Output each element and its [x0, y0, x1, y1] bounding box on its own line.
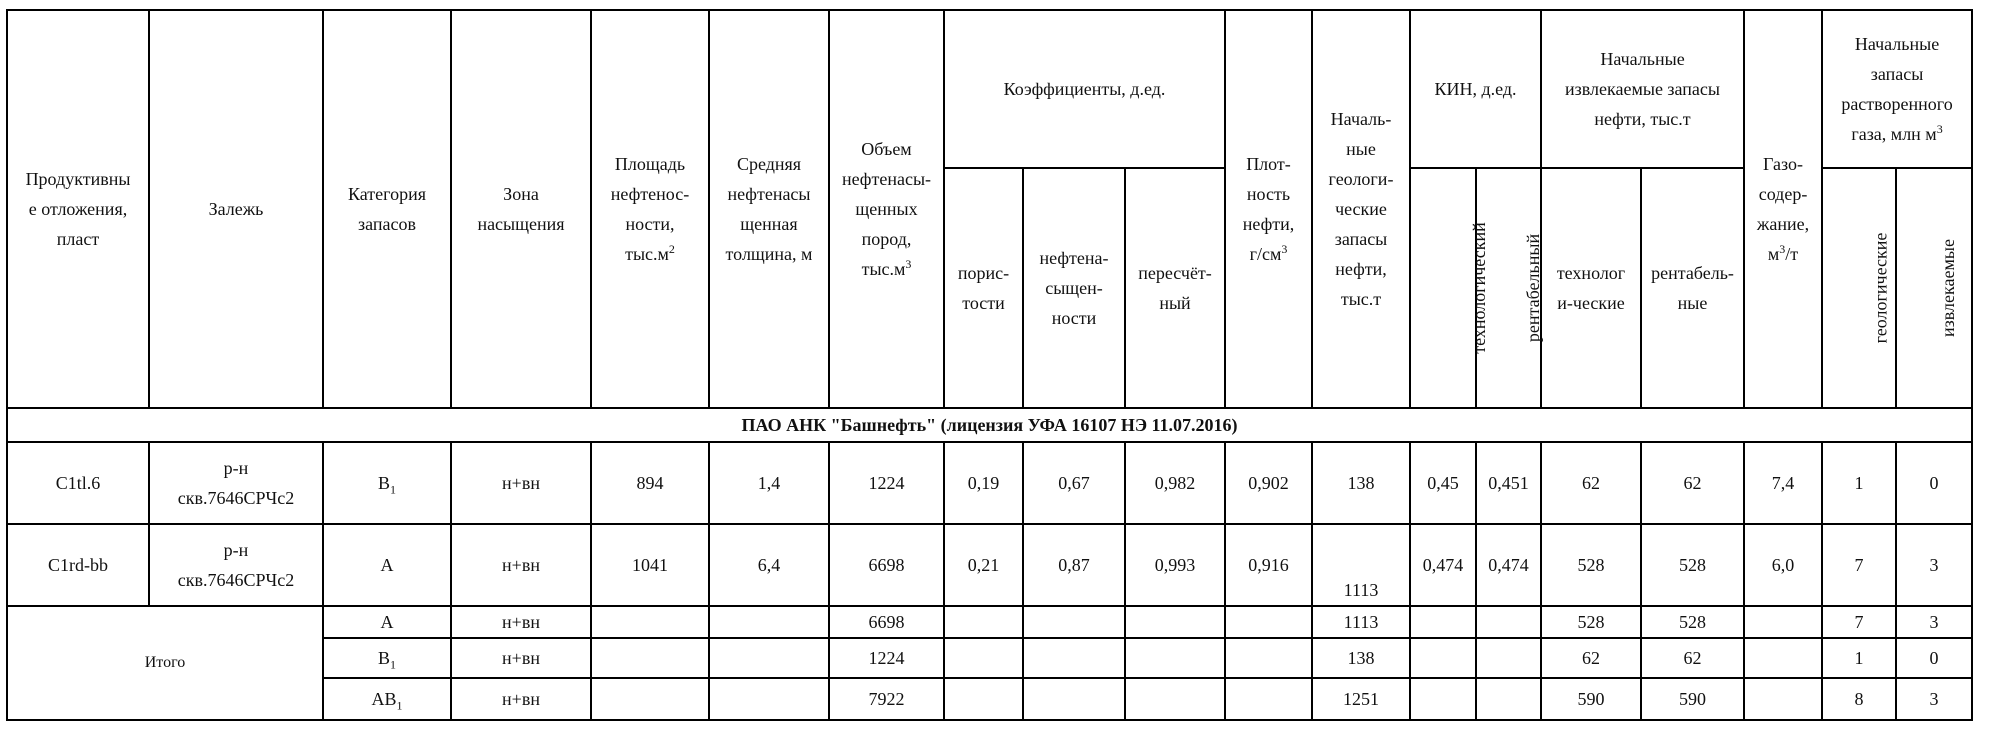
cell-gas-rec: 0 [1896, 442, 1972, 524]
header-kin: КИН, д.ед. [1410, 10, 1541, 168]
header-gas-rec-text: извлекаемые [1937, 239, 1958, 337]
header-rec-prof: рентабель- ные [1641, 168, 1744, 408]
total-kin-tech [1410, 638, 1476, 678]
total-rec-tech: 590 [1541, 678, 1641, 720]
cell-kin-prof: 0,451 [1476, 442, 1541, 524]
cell-volume: 6698 [829, 524, 944, 606]
header-volume [829, 10, 944, 408]
header-dissolved-gas [1822, 10, 1972, 168]
reserves-table [6, 9, 1973, 721]
total-kin-tech [1410, 678, 1476, 720]
header-volume-sup: 3 [905, 257, 912, 271]
total-area [591, 678, 709, 720]
total-kin-prof [1476, 678, 1541, 720]
total-rec-prof: 590 [1641, 678, 1744, 720]
total-category [323, 678, 451, 720]
header-density [1225, 10, 1312, 408]
totals-row [7, 606, 1972, 638]
cell-gas-content: 6,0 [1744, 524, 1822, 606]
total-saturation [1023, 606, 1125, 638]
total-gas-rec: 0 [1896, 638, 1972, 678]
total-zone: н+вн [451, 678, 591, 720]
total-category-text: B [377, 648, 390, 668]
cell-porosity: 0,19 [944, 442, 1023, 524]
header-gas-content-tail: /т [1785, 244, 1799, 264]
cell-category-sub: 1 [390, 482, 396, 497]
total-density [1225, 678, 1312, 720]
total-gas-geo: 7 [1822, 606, 1896, 638]
total-area [591, 638, 709, 678]
header-deposit: Залежь [149, 10, 323, 408]
header-area-text: Площадь нефтенос- ности, тыс.м [610, 154, 690, 264]
header-kin-tech-text: технологический [1468, 222, 1489, 354]
company-label: ПАО АНК "Башнефть" (лицензия УФА 16107 НЭ 11.07.2016) [7, 408, 1972, 442]
total-porosity [944, 678, 1023, 720]
cell-area: 1041 [591, 524, 709, 606]
total-category [323, 606, 451, 638]
total-category-sub: 1 [390, 657, 396, 672]
total-kin-prof [1476, 606, 1541, 638]
total-gas-rec: 3 [1896, 606, 1972, 638]
total-category-text: A [380, 612, 394, 632]
cell-formation: C1rd-bb [7, 524, 149, 606]
cell-category [323, 524, 451, 606]
cell-category-text: B [377, 473, 390, 493]
total-gas-content [1744, 606, 1822, 638]
header-porosity: порис- тости [944, 168, 1023, 408]
total-zone: н+вн [451, 638, 591, 678]
total-rec-tech: 528 [1541, 606, 1641, 638]
reserves-table-wrapper [6, 9, 1973, 721]
total-category [323, 638, 451, 678]
cell-thickness: 1,4 [709, 442, 829, 524]
total-rec-prof: 62 [1641, 638, 1744, 678]
total-gas-content [1744, 638, 1822, 678]
cell-zone: н+вн [451, 442, 591, 524]
header-category: Категория запасов [323, 10, 451, 408]
total-density [1225, 638, 1312, 678]
cell-category [323, 442, 451, 524]
header-density-sup: 3 [1281, 242, 1288, 256]
total-density [1225, 606, 1312, 638]
header-gas-content [1744, 10, 1822, 408]
cell-geo: 1113 [1312, 524, 1410, 606]
total-recalc [1125, 678, 1225, 720]
cell-geo: 138 [1312, 442, 1410, 524]
total-thickness [709, 638, 829, 678]
total-gas-rec: 3 [1896, 678, 1972, 720]
header-gas-content-text: Газо- содер- жание, м [1756, 154, 1810, 264]
header-rec-tech: технолог и-ческие [1541, 168, 1641, 408]
total-volume: 1224 [829, 638, 944, 678]
total-gas-content [1744, 678, 1822, 720]
cell-rec-tech: 528 [1541, 524, 1641, 606]
cell-rec-prof: 62 [1641, 442, 1744, 524]
header-density-text: Плот- ность нефти, г/см [1242, 154, 1295, 264]
cell-formation: C1tl.6 [7, 442, 149, 524]
cell-deposit: р-н скв.7646СРЧс2 [149, 442, 323, 524]
total-kin-tech [1410, 606, 1476, 638]
total-geo: 1251 [1312, 678, 1410, 720]
header-gas-content-sup: 3 [1779, 242, 1786, 256]
cell-recalc: 0,982 [1125, 442, 1225, 524]
header-area [591, 10, 709, 408]
header-saturation: нефтена- сыщен- ности [1023, 168, 1125, 408]
total-recalc [1125, 638, 1225, 678]
header-kin-tech [1410, 168, 1489, 408]
header-initial-geo: Началь- ные геологи- ческие запасы нефти, тыс.т [1312, 10, 1410, 408]
header-recoverable: Начальные извлекаемые запасы нефти, тыс.т [1541, 10, 1744, 168]
header-recalc: пересчёт- ный [1125, 168, 1225, 408]
header-kin-prof-text: рентабельный [1523, 233, 1544, 343]
total-area [591, 606, 709, 638]
total-rec-prof: 528 [1641, 606, 1744, 638]
header-dissolved-gas-sup: 3 [1936, 122, 1943, 136]
total-recalc [1125, 606, 1225, 638]
cell-density: 0,916 [1225, 524, 1312, 606]
total-geo: 1113 [1312, 606, 1410, 638]
cell-area: 894 [591, 442, 709, 524]
total-saturation [1023, 638, 1125, 678]
total-thickness [709, 678, 829, 720]
cell-gas-geo: 1 [1822, 442, 1896, 524]
cell-kin-tech: 0,45 [1410, 442, 1476, 524]
header-formation: Продуктивны е отложения, пласт [7, 10, 149, 408]
total-saturation [1023, 678, 1125, 720]
total-volume: 7922 [829, 678, 944, 720]
totals-label: Итого [7, 606, 323, 720]
cell-recalc: 0,993 [1125, 524, 1225, 606]
table-row [7, 524, 1972, 606]
cell-deposit: р-н скв.7646СРЧс2 [149, 524, 323, 606]
total-category-text: AB [371, 689, 397, 709]
cell-kin-tech: 0,474 [1410, 524, 1476, 606]
total-gas-geo: 8 [1822, 678, 1896, 720]
total-kin-prof [1476, 638, 1541, 678]
total-porosity [944, 638, 1023, 678]
total-volume: 6698 [829, 606, 944, 638]
table-row [7, 442, 1972, 524]
total-thickness [709, 606, 829, 638]
cell-porosity: 0,21 [944, 524, 1023, 606]
header-zone: Зона насыщения [451, 10, 591, 408]
cell-rec-tech: 62 [1541, 442, 1641, 524]
company-row [7, 408, 1972, 442]
cell-saturation: 0,67 [1023, 442, 1125, 524]
cell-volume: 1224 [829, 442, 944, 524]
total-gas-geo: 1 [1822, 638, 1896, 678]
cell-saturation: 0,87 [1023, 524, 1125, 606]
cell-zone: н+вн [451, 524, 591, 606]
cell-rec-prof: 528 [1641, 524, 1744, 606]
header-gas-geo-text: геологические [1870, 232, 1891, 344]
header-coefficients: Коэффициенты, д.ед. [944, 10, 1225, 168]
total-zone: н+вн [451, 606, 591, 638]
cell-density: 0,902 [1225, 442, 1312, 524]
header-gas-geo [1822, 168, 1896, 408]
cell-gas-content: 7,4 [1744, 442, 1822, 524]
total-rec-tech: 62 [1541, 638, 1641, 678]
header-volume-text: Объем нефтенасы- щенных пород, тыс.м [841, 139, 932, 279]
total-category-sub: 1 [396, 698, 403, 713]
cell-gas-geo: 7 [1822, 524, 1896, 606]
cell-gas-rec: 3 [1896, 524, 1972, 606]
total-porosity [944, 606, 1023, 638]
cell-thickness: 6,4 [709, 524, 829, 606]
header-area-sup: 2 [668, 242, 675, 256]
cell-category-text: A [380, 555, 394, 575]
header-row-1 [7, 10, 1972, 168]
header-thickness: Средняя нефтенасы щенная толщина, м [709, 10, 829, 408]
cell-kin-prof: 0,474 [1476, 524, 1541, 606]
header-dissolved-gas-text: Начальные запасы растворенного газа, млн м [1841, 34, 1953, 144]
header-gas-rec [1896, 168, 1972, 408]
total-geo: 138 [1312, 638, 1410, 678]
